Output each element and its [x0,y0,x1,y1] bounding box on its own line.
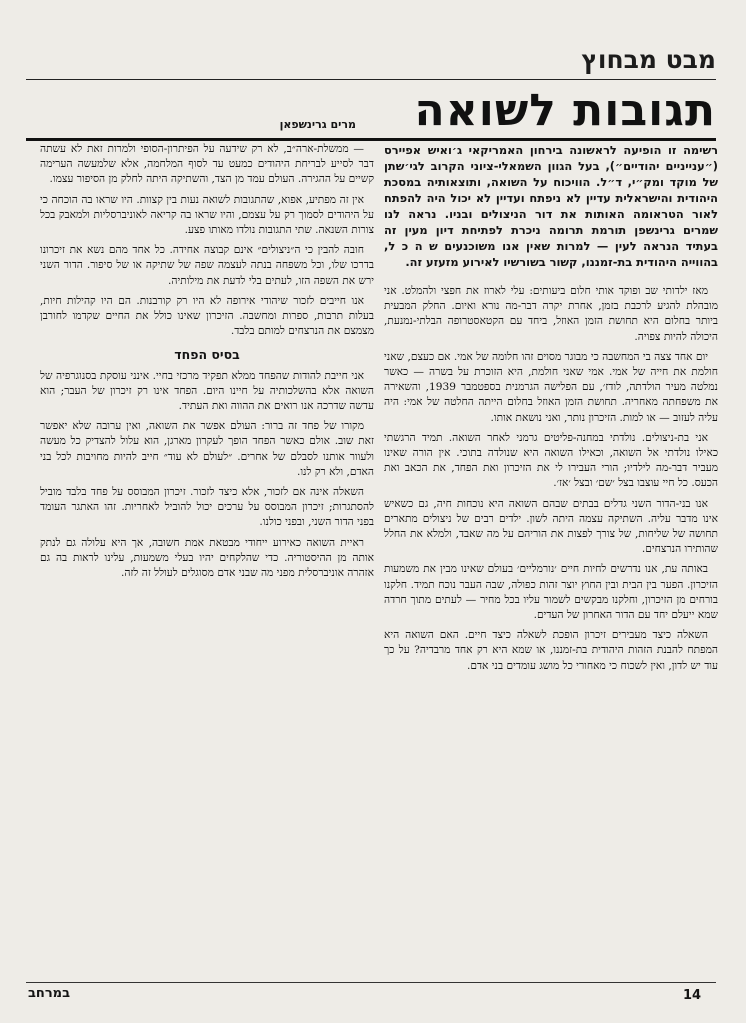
section-rule [26,79,716,80]
article-column-right [384,142,718,957]
article-paragraph: אני חייבת להודות שהפחד ממלא תפקיד מרכזי בחיי. אינני עוסקת בסנוגרפיה של השואה אלא בהשלכותיה על חיינו היום. הפחד אינו רק זיכרון של העבר; הוא עדשה שדרכה אנו רואים את ההווה ואת העתיד. [40,369,374,413]
page-number: 14 [683,988,702,1003]
section-title: מבט מבחוץ [581,45,716,74]
article-paragraph: מאז ילדותי שב ופוקד אותי חלום ביעותים: עלי לארוז את חפצי ולהמלט. אני מובהלת להגיע לרכבת בזמן, אחרת יקרה דבר-מה נורא ואיום. החלק המבעית ביותר בחלום היא תחושת הזמן האוזל, ביחד עם הקטאסטרופה הבלתי-נמנעת, היכולה להיות צפויה. [384,285,718,343]
article-paragraph: אנו חייבים לזכור שיהודי אירופה לא היו רק קורבנות. הם היו קהילות חיות, בעלות תרבות, ספרות ומחשבה. הזיכרון שאינו כולל את החיים שקדמו לחורבן מצמצם את הנרצחים למותם בלבד. [40,294,374,338]
article-paragraph: אנו בני-הדור השני גדלים בבתים שבהם השואה היא נוכחות חיה, גם כשאיש אינו מדבר עליה. השתיקה עצמה היתה לשון. ילדים רבים של ניצולים מתארים תחושה של שליחות, של צורך לפצות את הוריהם על מה שאבד, ולמלא את החלל שהותירו הנרצחים. [384,497,718,556]
byline: מרים גרינשפאן [279,118,356,131]
article-paragraph: אני בת-ניצולים. נולדתי במחנה-פליטים גרמני לאחר השואה. תמיד הרגשתי כאילו נולדתי אל השואה, וכאילו השואה היא שנולדה בתוכי. אין הורה שאינו מעביר דבר-מה לילדיו; הורי העבירו לי את הזיכרון ואת הפחד, את הכאב ואת הכעס. כל חיי עוצבו בצל ׳שם׳ ובצל ׳אז׳. [384,431,718,490]
article-column-left [40,142,374,957]
headline: תגובות לשואה [414,85,716,136]
article-paragraph: — ממשלת-ארה״ב, לא רק שידעה על הפיתרון-הסופי ולמרות זאת לא עשתה דבר לסייע לבריחת היהודים כמעט עד לסוף המלחמה, אלא שלמעשה הערימה קשיים על ההגירה. העולם עמד מן הצד, והשתיקה היתה לחלק מן הסיפור עצמו. [40,143,374,186]
article-paragraph: השאלה כיצד מעבירים זיכרון הופכת לשאלה כיצד חיים. האם השואה היא המפתח להבנת הזהות היהודית בת-זמננו, או שמא היא רק אחד מרבדיה? על כך עוד יש לדון, ואין לשכוח כי מאחורי כל מושג עומדים בני אדם. [384,629,718,672]
footer-rule [26,982,716,983]
subheading: בסיס הפחד [174,347,240,363]
article-paragraph: מקורו של פחד זה ברור: העולם אפשר את השואה, ואין ערובה שלא יאפשר זאת שוב. אולם כאשר הפחד הופך לעקרון מארגן, הוא עלול להצדיק כל מעשה ולעוור אותנו לסבלם של אחרים. ״לעולם לא עוד״ חייב להיות מחויבות לכל בני האדם, ולא רק לנו. [40,420,374,478]
article-paragraph: השאלה אינה אם לזכור, אלא כיצד לזכור. זיכרון המבוסס על פחד בלבד מוביל להסתגרות; זיכרון המבוסס על ערכים יכול להוביל לאחריות. זהו האתגר העומד בפני הדור השני, ובפני כולנו. [40,486,374,529]
article-paragraph: יום אחד צצה בי המחשבה כי מבוגר מסוים זהו חלומה של אמי. אם כעצם, שאני חולמת את חייה של אמי. אמי שאני חולמת, היא הזוכרת על בשרה — כאשר נמלטה מעיר הולדתה, לודז׳, עם הפלישה הגרמנית בספטמבר 1939, והשאירה את משפחתה מאחריה. תחושת הזמן האוזל בחלום הייתה החלטה של אמי: היה עליה לעזוב — או למות. הזיכרון נותר, ואני נושאת אותו. [384,350,718,424]
intro-paragraph: רשימה זו הופיעה לראשונה בירחון האמריקאי ג׳ואיש אפיירס (״ענייניים יהודיים״), בעל הגוון השמאלי-ציוני הקרוב לגי׳שתן של מוקד ומק״י, ד״ל. הוויכוח על השואה, ותוצאותיה במסכת היהודית והישראלית עדיין לא ניפתח ועדיין לא יכול היה להפתח לאור הטראומה האותות את דור הניצולים ובניו. נראה לנו שמרים גרינשפן תורמת תרומה ניכרת לפתיחת דיון מעין זה בעתיד הנראה לעין — למרות שאין אנו משוכנעים ש ה כ ל, בהווייה היהודית בת-זמננו, קשור בשורשיו לאירוע מזעזע זה. [384,143,718,269]
headline-rule [26,138,716,141]
article-paragraph: אין זה מפתיע, אפוא, שהתגובות לשואה נעות בין קצוות. היו שראו בה הוכחה כי על היהודים לסמוך רק על עצמם, והיו שראו בה קריאה לאוניברסליות ולמאבק בכל צורות השנאה. שתי התגובות נולדו מאותו פצע. [40,193,374,237]
article-paragraph: באותה עת, אנו נדרשים לחיות חיים ׳נורמליים׳ בעולם שאינו מבין את משמעות הזיכרון. הפער בין הבית ובין החוץ יוצר זהות כפולה, שבה העבר נוכח תמיד. חלקנו בורחים מן הזיכרון, וחלקנו מבקשים לשמור עליו בכל מחיר — לעתים מתוך חרדה שמא ייעלם יחד עם הדור האחרון של העדים. [384,563,718,622]
publication-name: במרחב [28,986,71,1001]
article-paragraph: חובה להבין כי ה״ניצולים״ אינם קבוצה אחידה. כל אחד מהם נשא את זיכרונו בדרכו שלו, וכל משפחה בנתה לעצמה שפה של שתיקה או של סיפור. הדור השני ירש את השפה הזו, לעתים בלי לדעת את מילותיה. [40,244,374,287]
article-paragraph: ראיית השואה כאירוע ייחודי מבטאת אמת חשובה, אך היא עלולה גם לנתק אותה מן ההיסטוריה. כדי שהלקחים יהיו בעלי משמעות, עלינו לראות בה גם אזהרה אוניברסלית מפני מה שבני אדם מסוגלים לעולל זה לזה. [40,536,374,580]
